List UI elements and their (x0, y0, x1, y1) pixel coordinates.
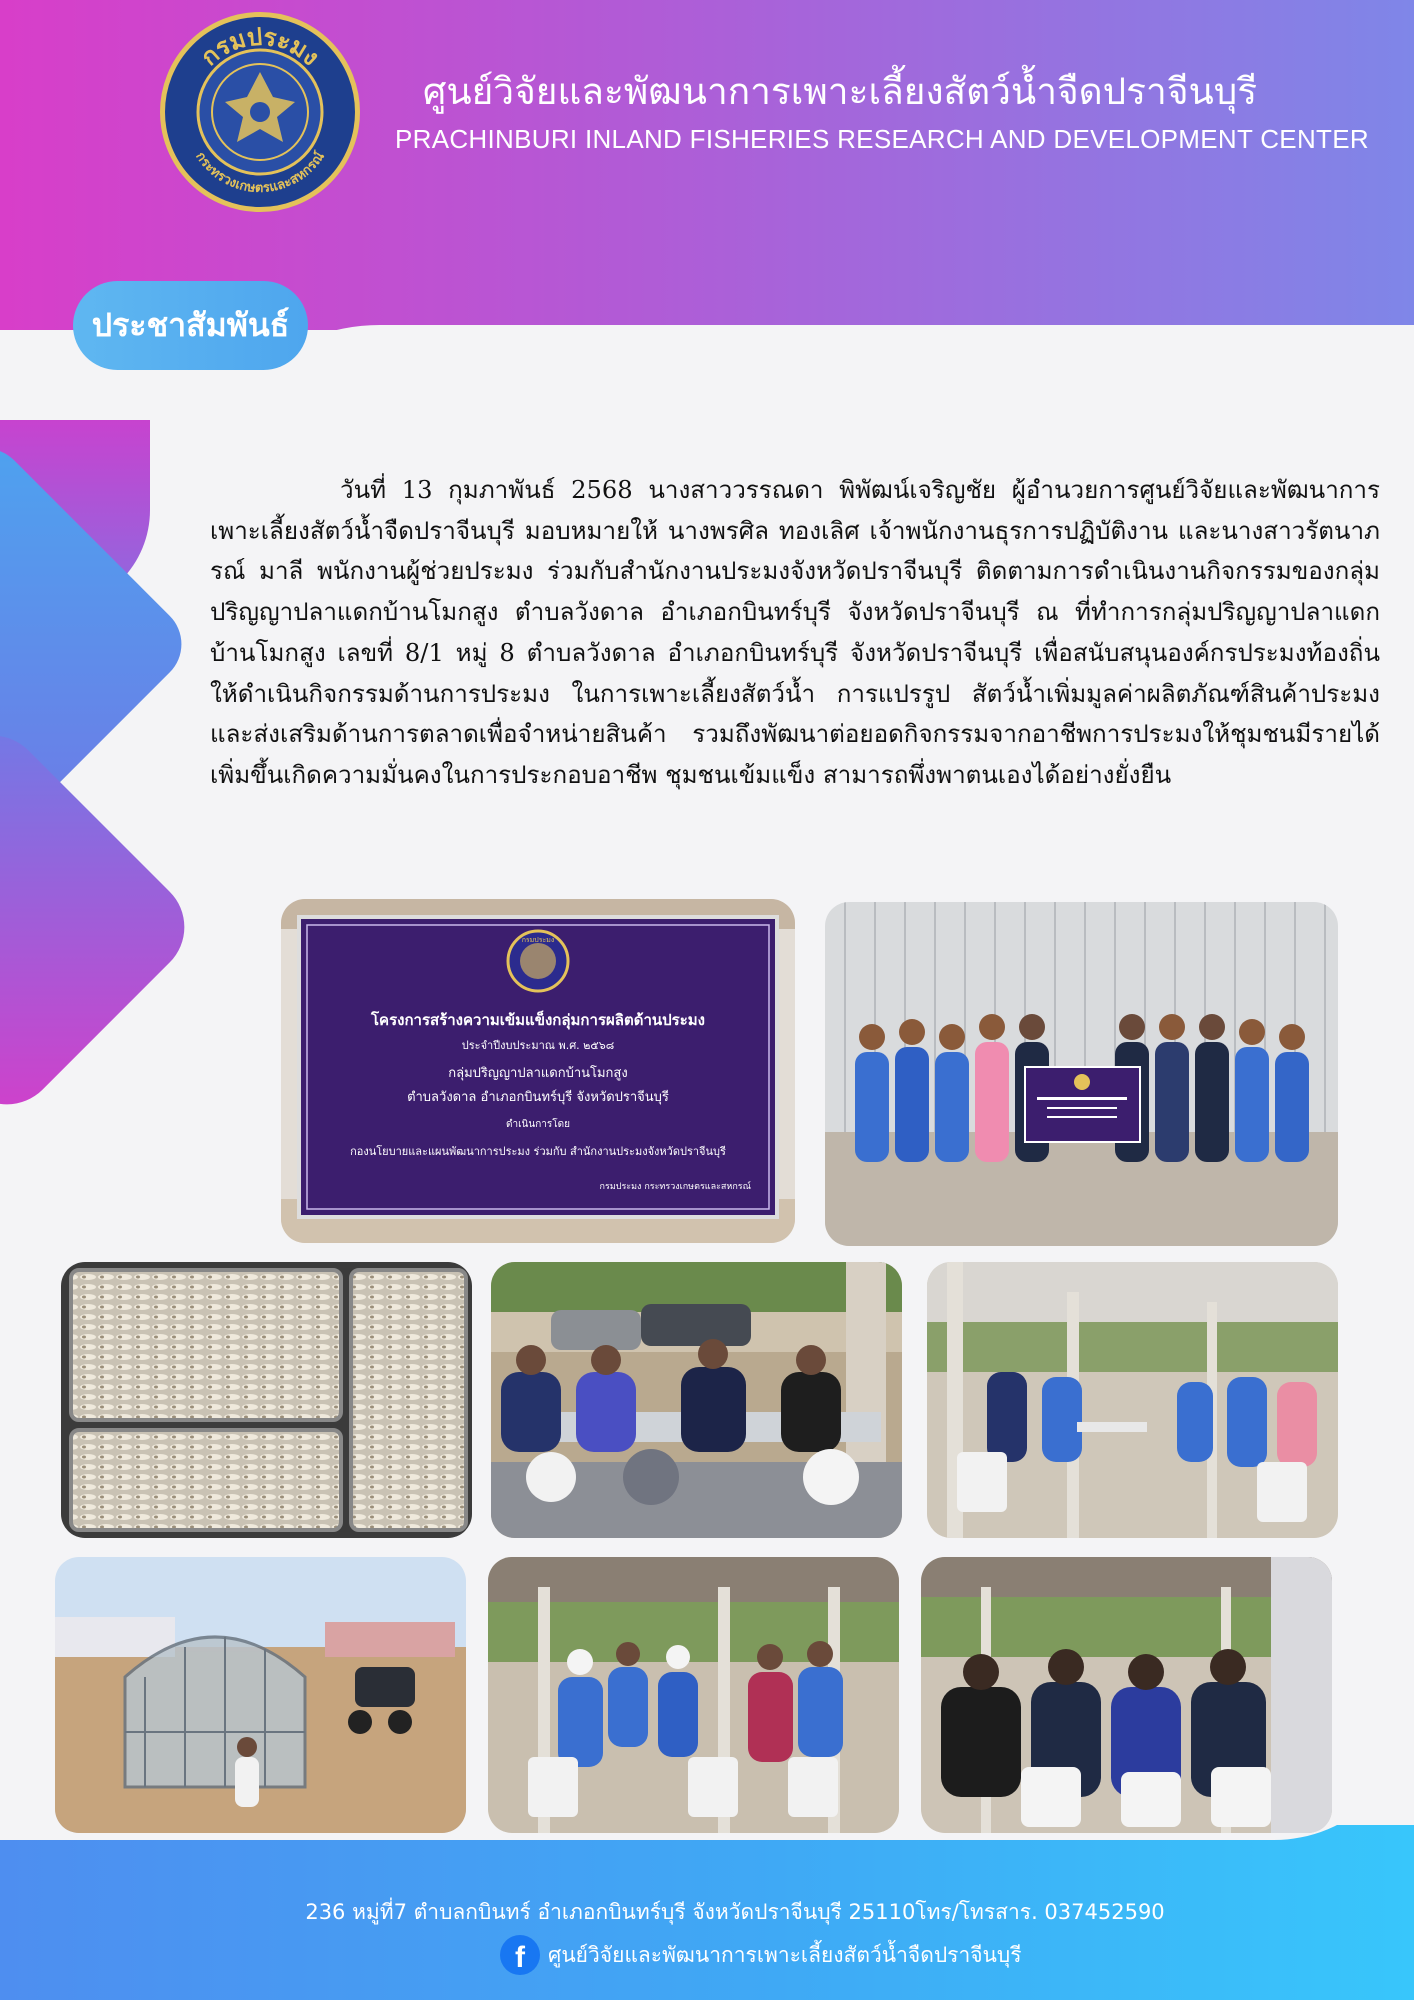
article-paragraph (210, 470, 1380, 796)
svg-text:กรมประมง: กรมประมง (521, 936, 555, 944)
footer-address: 236 หมู่ที่7 ตำบลกบินทร์ อำเภอกบินทร์บุรี จังหวัดปราจีนบุรี 25110โทร/โทรสาร. 037452590 (305, 1900, 1165, 1924)
decorative-shape (0, 715, 205, 1125)
svg-text:กองนโยบายและแผนพัฒนาการประมง ร: กองนโยบายและแผนพัฒนาการประมง ร่วมกับ สำนักงานประมงจังหวัดปราจีนบุรี (350, 1145, 726, 1158)
svg-text:กลุ่มปริญญาปลาแดกบ้านโมกสูง: กลุ่มปริญญาปลาแดกบ้านโมกสูง (448, 1066, 628, 1081)
photo-group-with-sign (825, 902, 1338, 1246)
svg-text:ประจำปีงบประมาณ พ.ศ. ๒๕๖๘: ประจำปีงบประมาณ พ.ศ. ๒๕๖๘ (461, 1039, 615, 1052)
svg-text:กระทรวงเกษตรและสหกรณ์: กระทรวงเกษตรและสหกรณ์ (192, 149, 328, 197)
photo-pavilion-meeting (927, 1262, 1338, 1538)
facebook-page-name[interactable]: ศูนย์วิจัยและพัฒนาการเพาะเลี้ยงสัตว์น้ำจืดปราจีนบุรี (548, 1942, 1022, 1967)
photo-solar-dryer (55, 1557, 466, 1833)
photo-project-sign (281, 899, 795, 1243)
svg-text:ตำบลวังดาล อำเภอกบินทร์บุรี จั: ตำบลวังดาล อำเภอกบินทร์บุรี จังหวัดปราจีนบุรี (407, 1090, 669, 1105)
svg-text:กรมประมง กระทรวงเกษตรและสหกรณ์: กรมประมง กระทรวงเกษตรและสหกรณ์ (599, 1182, 751, 1192)
facebook-icon[interactable]: f (500, 1935, 540, 1975)
photo-dried-fish (61, 1262, 472, 1538)
svg-text:กรมประมง: กรมประมง (195, 22, 325, 72)
svg-text:โครงการสร้างความเข้มแข็งกลุ่มก: โครงการสร้างความเข้มแข็งกลุ่มการผลิตด้านประมง (371, 1011, 705, 1029)
center-title-thai: ศูนย์วิจัยและพัฒนาการเพาะเลี้ยงสัตว์น้ำจืดปราจีนบุรี (422, 70, 1258, 113)
center-title-english: PRACHINBURI INLAND FISHERIES RESEARCH AND DEVELOPMENT CENTER (395, 124, 1369, 154)
department-of-fisheries-logo (160, 12, 360, 212)
photo-meeting-table (491, 1262, 902, 1538)
footer-facebook[interactable] (500, 1935, 1022, 1975)
svg-text:ดำเนินการโดย: ดำเนินการโดย (506, 1119, 570, 1130)
article-text: วันที่ 13 กุมภาพันธ์ 2568 นางสาววรรณดา พิพัฒน์เจริญชัย ผู้อำนวยการศูนย์วิจัยและพัฒนาการเพาะเลี้ยงสัตว์น้ำจืดปราจีนบุรี มอบหมายให้ นางพรศิล ทองเลิศ เจ้าพนักงานธุรการปฏิบัติงาน และนางสาวรัตนาภรณ์ มาลี พนักงานผู้ช่วยประมง ร่วมกับสำนักงานประมงจังหวัดปราจีนบุรี ติดตามการดำเนินงานกิจกรรมของกลุ่มปริญญาปลาแดกบ้านโมกสูง ตำบลวังดาล อำเภอกบินทร์บุรี จังหวัดปราจีนบุรี ณ ที่ทำการกลุ่มปริญญาปลาแดกบ้านโมกสูง เลขที่ 8/1 หมู่ 8 ตำบลวังดาล อำเภอกบินทร์บุรี จังหวัดปราจีนบุรี เพื่อสนับสนุนองค์กรประมงท้องถิ่น ให้ดำเนินกิจกรรมด้านการประมง ในการเพาะเลี้ยงสัตว์น้ำ การแปรรูป สัตว์น้ำเพิ่มมูลค่าผลิตภัณฑ์สินค้าประมง และส่งเสริมด้านการตลาดเพื่อจำหน่ายสินค้า รวมถึงพัฒนาต่อยอดกิจกรรมจากอาชีพการประมงให้ชุมชนมีรายได้เพิ่มขึ้นเกิดความมั่นคงในการประกอบอาชีพ ชุมชนเข้มแข็ง สามารถพึ่งพาตนเองได้อย่างยั่งยืน (210, 476, 1380, 789)
photo-members-seated (488, 1557, 899, 1833)
photo-meeting-rear-view (921, 1557, 1332, 1833)
section-badge: ประชาสัมพันธ์ (73, 281, 308, 370)
